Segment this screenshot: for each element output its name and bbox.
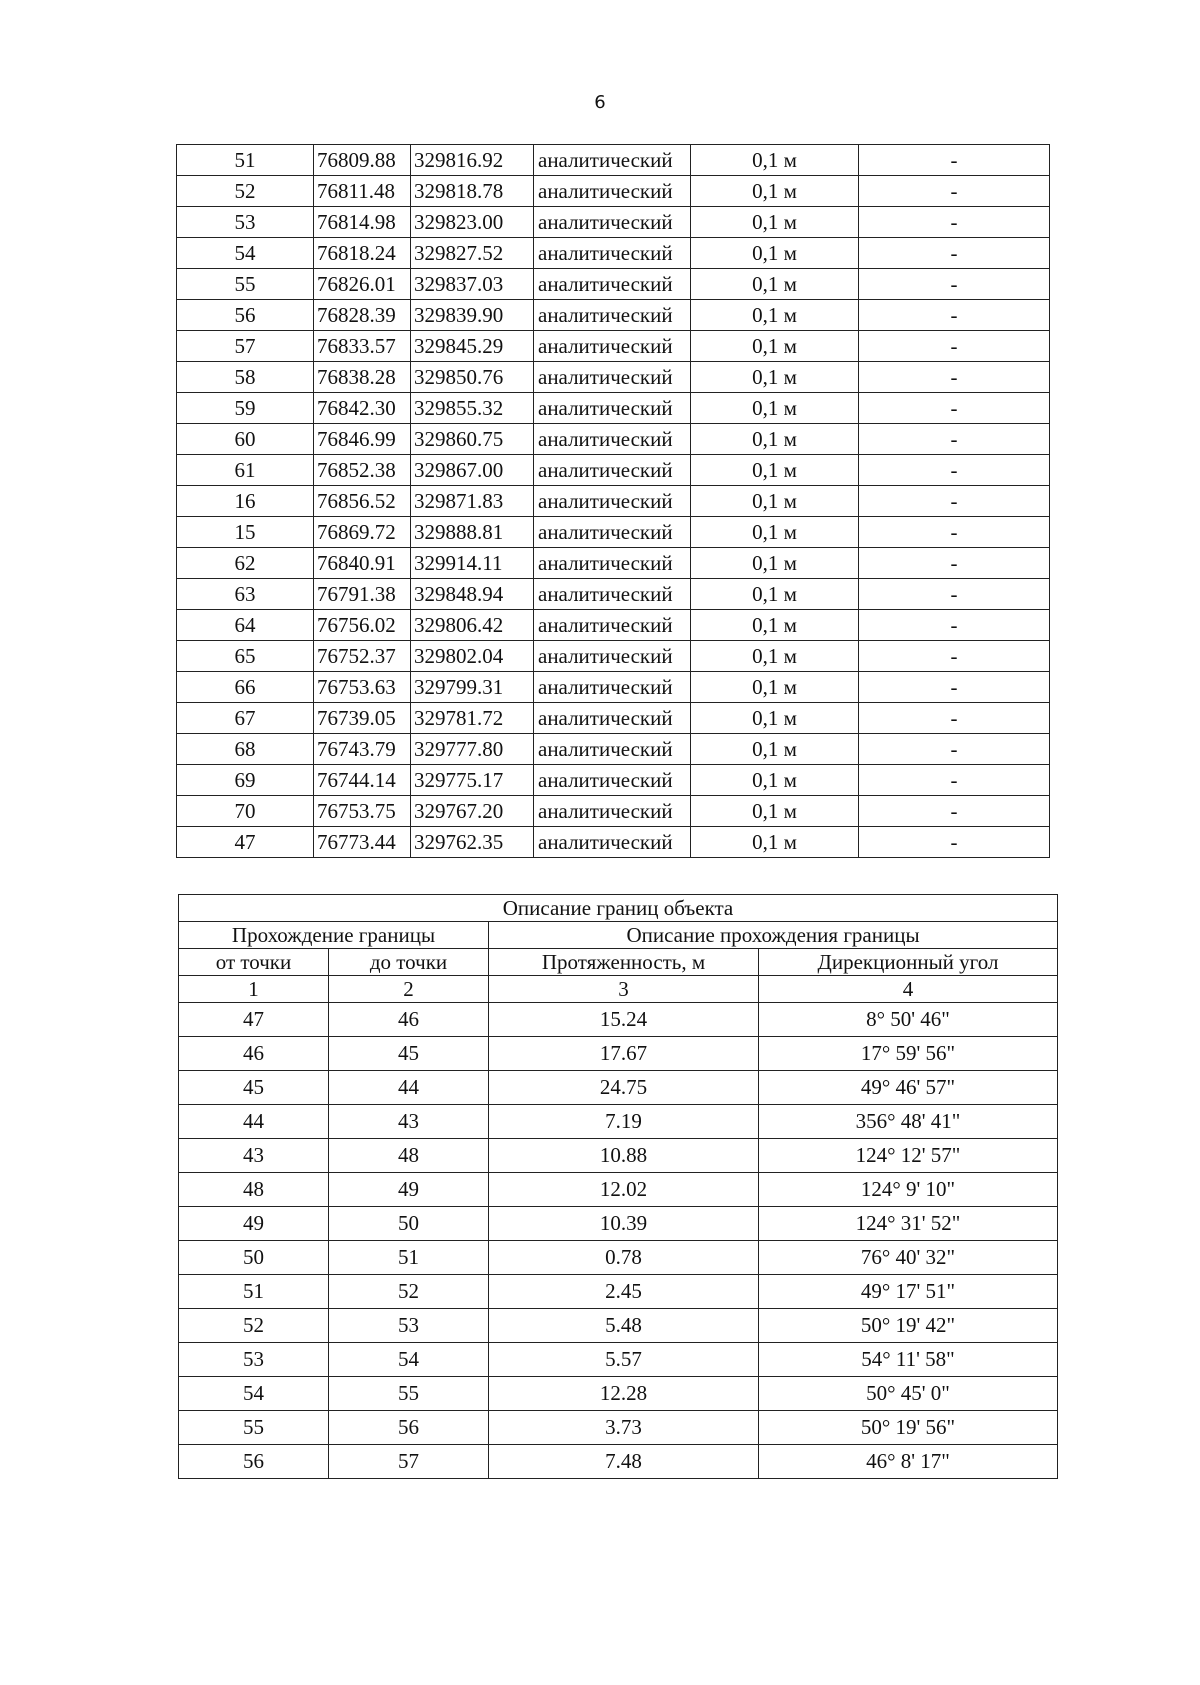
description-cell: - xyxy=(859,765,1050,796)
method-cell: аналитический xyxy=(534,672,691,703)
method-cell: аналитический xyxy=(534,176,691,207)
description-cell: - xyxy=(859,827,1050,858)
method-cell: аналитический xyxy=(534,610,691,641)
length-cell: 7.19 xyxy=(489,1105,759,1139)
table-row xyxy=(177,548,1050,579)
boundary-group-row xyxy=(179,922,1058,949)
y-coordinate-cell: 329848.94 xyxy=(411,579,534,610)
y-coordinate-cell: 329839.90 xyxy=(411,300,534,331)
table-row xyxy=(177,300,1050,331)
angle-cell: 356° 48' 41" xyxy=(759,1105,1058,1139)
length-cell: 10.88 xyxy=(489,1139,759,1173)
y-coordinate-cell: 329823.00 xyxy=(411,207,534,238)
angle-cell: 50° 19' 56" xyxy=(759,1411,1058,1445)
description-cell: - xyxy=(859,486,1050,517)
description-cell: - xyxy=(859,207,1050,238)
description-cell: - xyxy=(859,796,1050,827)
accuracy-cell: 0,1 м xyxy=(691,734,859,765)
x-coordinate-cell: 76743.79 xyxy=(314,734,411,765)
table-row xyxy=(177,827,1050,858)
x-coordinate-cell: 76842.30 xyxy=(314,393,411,424)
from-point-cell: 49 xyxy=(179,1207,329,1241)
x-coordinate-cell: 76869.72 xyxy=(314,517,411,548)
table-row xyxy=(177,207,1050,238)
angle-cell: 17° 59' 56" xyxy=(759,1037,1058,1071)
description-cell: - xyxy=(859,455,1050,486)
accuracy-cell: 0,1 м xyxy=(691,517,859,548)
method-cell: аналитический xyxy=(534,362,691,393)
table-row xyxy=(177,238,1050,269)
accuracy-cell: 0,1 м xyxy=(691,796,859,827)
description-cell: - xyxy=(859,579,1050,610)
table-row xyxy=(179,1037,1058,1071)
table-row xyxy=(177,145,1050,176)
to-point-cell: 49 xyxy=(329,1173,489,1207)
method-cell: аналитический xyxy=(534,424,691,455)
from-point-cell: 52 xyxy=(179,1309,329,1343)
accuracy-cell: 0,1 м xyxy=(691,579,859,610)
to-point-cell: 46 xyxy=(329,1003,489,1037)
length-cell: 0.78 xyxy=(489,1241,759,1275)
point-number-cell: 60 xyxy=(177,424,314,455)
description-cell: - xyxy=(859,362,1050,393)
point-number-cell: 66 xyxy=(177,672,314,703)
table-row xyxy=(177,331,1050,362)
x-coordinate-cell: 76818.24 xyxy=(314,238,411,269)
table-row xyxy=(179,1139,1058,1173)
angle-cell: 124° 31' 52" xyxy=(759,1207,1058,1241)
to-point-cell: 52 xyxy=(329,1275,489,1309)
accuracy-cell: 0,1 м xyxy=(691,610,859,641)
from-point-cell: 44 xyxy=(179,1105,329,1139)
col-number-2: 2 xyxy=(329,976,489,1003)
from-point-cell: 55 xyxy=(179,1411,329,1445)
accuracy-cell: 0,1 м xyxy=(691,827,859,858)
x-coordinate-cell: 76833.57 xyxy=(314,331,411,362)
col-number-3: 3 xyxy=(489,976,759,1003)
table-row xyxy=(177,703,1050,734)
to-point-cell: 44 xyxy=(329,1071,489,1105)
y-coordinate-cell: 329802.04 xyxy=(411,641,534,672)
angle-cell: 8° 50' 46" xyxy=(759,1003,1058,1037)
angle-cell: 49° 17' 51" xyxy=(759,1275,1058,1309)
table-row xyxy=(177,486,1050,517)
method-cell: аналитический xyxy=(534,238,691,269)
method-cell: аналитический xyxy=(534,269,691,300)
table-row xyxy=(177,269,1050,300)
method-cell: аналитический xyxy=(534,517,691,548)
point-number-cell: 15 xyxy=(177,517,314,548)
x-coordinate-cell: 76752.37 xyxy=(314,641,411,672)
method-cell: аналитический xyxy=(534,641,691,672)
length-cell: 17.67 xyxy=(489,1037,759,1071)
description-cell: - xyxy=(859,703,1050,734)
table-row xyxy=(177,734,1050,765)
angle-cell: 124° 9' 10" xyxy=(759,1173,1058,1207)
description-cell: - xyxy=(859,641,1050,672)
boundary-title-row xyxy=(179,895,1058,922)
description-cell: - xyxy=(859,269,1050,300)
accuracy-cell: 0,1 м xyxy=(691,672,859,703)
x-coordinate-cell: 76856.52 xyxy=(314,486,411,517)
x-coordinate-cell: 76756.02 xyxy=(314,610,411,641)
method-cell: аналитический xyxy=(534,207,691,238)
method-cell: аналитический xyxy=(534,765,691,796)
accuracy-cell: 0,1 м xyxy=(691,393,859,424)
x-coordinate-cell: 76739.05 xyxy=(314,703,411,734)
x-coordinate-cell: 76753.75 xyxy=(314,796,411,827)
x-coordinate-cell: 76809.88 xyxy=(314,145,411,176)
x-coordinate-cell: 76791.38 xyxy=(314,579,411,610)
method-cell: аналитический xyxy=(534,796,691,827)
point-number-cell: 61 xyxy=(177,455,314,486)
accuracy-cell: 0,1 м xyxy=(691,641,859,672)
angle-cell: 46° 8' 17" xyxy=(759,1445,1058,1479)
description-cell: - xyxy=(859,176,1050,207)
x-coordinate-cell: 76744.14 xyxy=(314,765,411,796)
angle-cell: 50° 19' 42" xyxy=(759,1309,1058,1343)
length-cell: 10.39 xyxy=(489,1207,759,1241)
point-number-cell: 52 xyxy=(177,176,314,207)
table-row xyxy=(179,1105,1058,1139)
accuracy-cell: 0,1 м xyxy=(691,424,859,455)
col-angle-header: Дирекционный угол xyxy=(759,949,1058,976)
to-point-cell: 48 xyxy=(329,1139,489,1173)
point-number-cell: 58 xyxy=(177,362,314,393)
description-cell: - xyxy=(859,517,1050,548)
table-row xyxy=(177,424,1050,455)
length-cell: 24.75 xyxy=(489,1071,759,1105)
y-coordinate-cell: 329914.11 xyxy=(411,548,534,579)
accuracy-cell: 0,1 м xyxy=(691,703,859,734)
page-number: 6 xyxy=(594,92,606,113)
col-from-header: от точки xyxy=(179,949,329,976)
y-coordinate-cell: 329799.31 xyxy=(411,672,534,703)
accuracy-cell: 0,1 м xyxy=(691,238,859,269)
method-cell: аналитический xyxy=(534,331,691,362)
point-number-cell: 47 xyxy=(177,827,314,858)
x-coordinate-cell: 76811.48 xyxy=(314,176,411,207)
y-coordinate-cell: 329818.78 xyxy=(411,176,534,207)
accuracy-cell: 0,1 м xyxy=(691,145,859,176)
col-number-4: 4 xyxy=(759,976,1058,1003)
x-coordinate-cell: 76826.01 xyxy=(314,269,411,300)
table-row xyxy=(179,1071,1058,1105)
y-coordinate-cell: 329775.17 xyxy=(411,765,534,796)
accuracy-cell: 0,1 м xyxy=(691,548,859,579)
length-cell: 5.48 xyxy=(489,1309,759,1343)
table-row xyxy=(179,1003,1058,1037)
from-point-cell: 46 xyxy=(179,1037,329,1071)
from-point-cell: 54 xyxy=(179,1377,329,1411)
description-cell: - xyxy=(859,393,1050,424)
point-number-cell: 70 xyxy=(177,796,314,827)
y-coordinate-cell: 329837.03 xyxy=(411,269,534,300)
x-coordinate-cell: 76773.44 xyxy=(314,827,411,858)
point-number-cell: 62 xyxy=(177,548,314,579)
point-number-cell: 53 xyxy=(177,207,314,238)
boundary-group-right: Описание прохождения границы xyxy=(489,922,1058,949)
point-number-cell: 67 xyxy=(177,703,314,734)
angle-cell: 76° 40' 32" xyxy=(759,1241,1058,1275)
table-row xyxy=(177,176,1050,207)
length-cell: 3.73 xyxy=(489,1411,759,1445)
accuracy-cell: 0,1 м xyxy=(691,269,859,300)
to-point-cell: 56 xyxy=(329,1411,489,1445)
table-row xyxy=(177,579,1050,610)
y-coordinate-cell: 329845.29 xyxy=(411,331,534,362)
table-row xyxy=(177,672,1050,703)
description-cell: - xyxy=(859,331,1050,362)
to-point-cell: 55 xyxy=(329,1377,489,1411)
accuracy-cell: 0,1 м xyxy=(691,300,859,331)
x-coordinate-cell: 76846.99 xyxy=(314,424,411,455)
table-row xyxy=(177,641,1050,672)
y-coordinate-cell: 329860.75 xyxy=(411,424,534,455)
method-cell: аналитический xyxy=(534,734,691,765)
length-cell: 12.28 xyxy=(489,1377,759,1411)
from-point-cell: 51 xyxy=(179,1275,329,1309)
y-coordinate-cell: 329888.81 xyxy=(411,517,534,548)
accuracy-cell: 0,1 м xyxy=(691,765,859,796)
length-cell: 5.57 xyxy=(489,1343,759,1377)
to-point-cell: 51 xyxy=(329,1241,489,1275)
from-point-cell: 50 xyxy=(179,1241,329,1275)
description-cell: - xyxy=(859,548,1050,579)
boundary-table xyxy=(178,894,1058,1479)
description-cell: - xyxy=(859,238,1050,269)
to-point-cell: 54 xyxy=(329,1343,489,1377)
to-point-cell: 43 xyxy=(329,1105,489,1139)
table-row xyxy=(179,1343,1058,1377)
method-cell: аналитический xyxy=(534,548,691,579)
point-number-cell: 57 xyxy=(177,331,314,362)
to-point-cell: 57 xyxy=(329,1445,489,1479)
accuracy-cell: 0,1 м xyxy=(691,207,859,238)
boundary-group-left: Прохождение границы xyxy=(179,922,489,949)
table-row xyxy=(177,455,1050,486)
y-coordinate-cell: 329855.32 xyxy=(411,393,534,424)
method-cell: аналитический xyxy=(534,827,691,858)
length-cell: 2.45 xyxy=(489,1275,759,1309)
table-row xyxy=(177,765,1050,796)
y-coordinate-cell: 329827.52 xyxy=(411,238,534,269)
table-row xyxy=(179,1275,1058,1309)
col-length-header: Протяженность, м xyxy=(489,949,759,976)
x-coordinate-cell: 76838.28 xyxy=(314,362,411,393)
table-row xyxy=(179,1411,1058,1445)
y-coordinate-cell: 329806.42 xyxy=(411,610,534,641)
to-point-cell: 53 xyxy=(329,1309,489,1343)
description-cell: - xyxy=(859,672,1050,703)
boundary-table-body xyxy=(179,895,1058,1479)
point-number-cell: 59 xyxy=(177,393,314,424)
length-cell: 15.24 xyxy=(489,1003,759,1037)
description-cell: - xyxy=(859,734,1050,765)
from-point-cell: 45 xyxy=(179,1071,329,1105)
boundary-column-number-row xyxy=(179,976,1058,1003)
method-cell: аналитический xyxy=(534,300,691,331)
table-row xyxy=(177,517,1050,548)
table-row xyxy=(179,1445,1058,1479)
point-number-cell: 68 xyxy=(177,734,314,765)
y-coordinate-cell: 329816.92 xyxy=(411,145,534,176)
x-coordinate-cell: 76814.98 xyxy=(314,207,411,238)
y-coordinate-cell: 329762.35 xyxy=(411,827,534,858)
method-cell: аналитический xyxy=(534,486,691,517)
y-coordinate-cell: 329850.76 xyxy=(411,362,534,393)
table-row xyxy=(179,1309,1058,1343)
table-row xyxy=(179,1207,1058,1241)
table-row xyxy=(179,1241,1058,1275)
point-number-cell: 63 xyxy=(177,579,314,610)
method-cell: аналитический xyxy=(534,703,691,734)
coordinates-table xyxy=(176,144,1050,858)
point-number-cell: 16 xyxy=(177,486,314,517)
y-coordinate-cell: 329777.80 xyxy=(411,734,534,765)
boundary-table-title: Описание границ объекта xyxy=(179,895,1058,922)
point-number-cell: 56 xyxy=(177,300,314,331)
y-coordinate-cell: 329867.00 xyxy=(411,455,534,486)
accuracy-cell: 0,1 м xyxy=(691,486,859,517)
accuracy-cell: 0,1 м xyxy=(691,176,859,207)
from-point-cell: 48 xyxy=(179,1173,329,1207)
table-row xyxy=(177,796,1050,827)
table-row xyxy=(177,362,1050,393)
to-point-cell: 45 xyxy=(329,1037,489,1071)
point-number-cell: 69 xyxy=(177,765,314,796)
description-cell: - xyxy=(859,610,1050,641)
table-row xyxy=(179,1173,1058,1207)
y-coordinate-cell: 329871.83 xyxy=(411,486,534,517)
table-row xyxy=(177,393,1050,424)
coordinates-table-body xyxy=(177,145,1050,858)
method-cell: аналитический xyxy=(534,579,691,610)
angle-cell: 49° 46' 57" xyxy=(759,1071,1058,1105)
angle-cell: 54° 11' 58" xyxy=(759,1343,1058,1377)
length-cell: 7.48 xyxy=(489,1445,759,1479)
point-number-cell: 51 xyxy=(177,145,314,176)
y-coordinate-cell: 329781.72 xyxy=(411,703,534,734)
method-cell: аналитический xyxy=(534,455,691,486)
y-coordinate-cell: 329767.20 xyxy=(411,796,534,827)
from-point-cell: 43 xyxy=(179,1139,329,1173)
table-row xyxy=(177,610,1050,641)
from-point-cell: 56 xyxy=(179,1445,329,1479)
point-number-cell: 55 xyxy=(177,269,314,300)
description-cell: - xyxy=(859,145,1050,176)
boundary-column-header-row xyxy=(179,949,1058,976)
method-cell: аналитический xyxy=(534,393,691,424)
accuracy-cell: 0,1 м xyxy=(691,455,859,486)
description-cell: - xyxy=(859,300,1050,331)
description-cell: - xyxy=(859,424,1050,455)
x-coordinate-cell: 76852.38 xyxy=(314,455,411,486)
point-number-cell: 64 xyxy=(177,610,314,641)
from-point-cell: 47 xyxy=(179,1003,329,1037)
angle-cell: 50° 45' 0" xyxy=(759,1377,1058,1411)
from-point-cell: 53 xyxy=(179,1343,329,1377)
col-number-1: 1 xyxy=(179,976,329,1003)
x-coordinate-cell: 76828.39 xyxy=(314,300,411,331)
method-cell: аналитический xyxy=(534,145,691,176)
length-cell: 12.02 xyxy=(489,1173,759,1207)
point-number-cell: 65 xyxy=(177,641,314,672)
to-point-cell: 50 xyxy=(329,1207,489,1241)
accuracy-cell: 0,1 м xyxy=(691,362,859,393)
point-number-cell: 54 xyxy=(177,238,314,269)
x-coordinate-cell: 76840.91 xyxy=(314,548,411,579)
accuracy-cell: 0,1 м xyxy=(691,331,859,362)
table-row xyxy=(179,1377,1058,1411)
col-to-header: до точки xyxy=(329,949,489,976)
x-coordinate-cell: 76753.63 xyxy=(314,672,411,703)
angle-cell: 124° 12' 57" xyxy=(759,1139,1058,1173)
